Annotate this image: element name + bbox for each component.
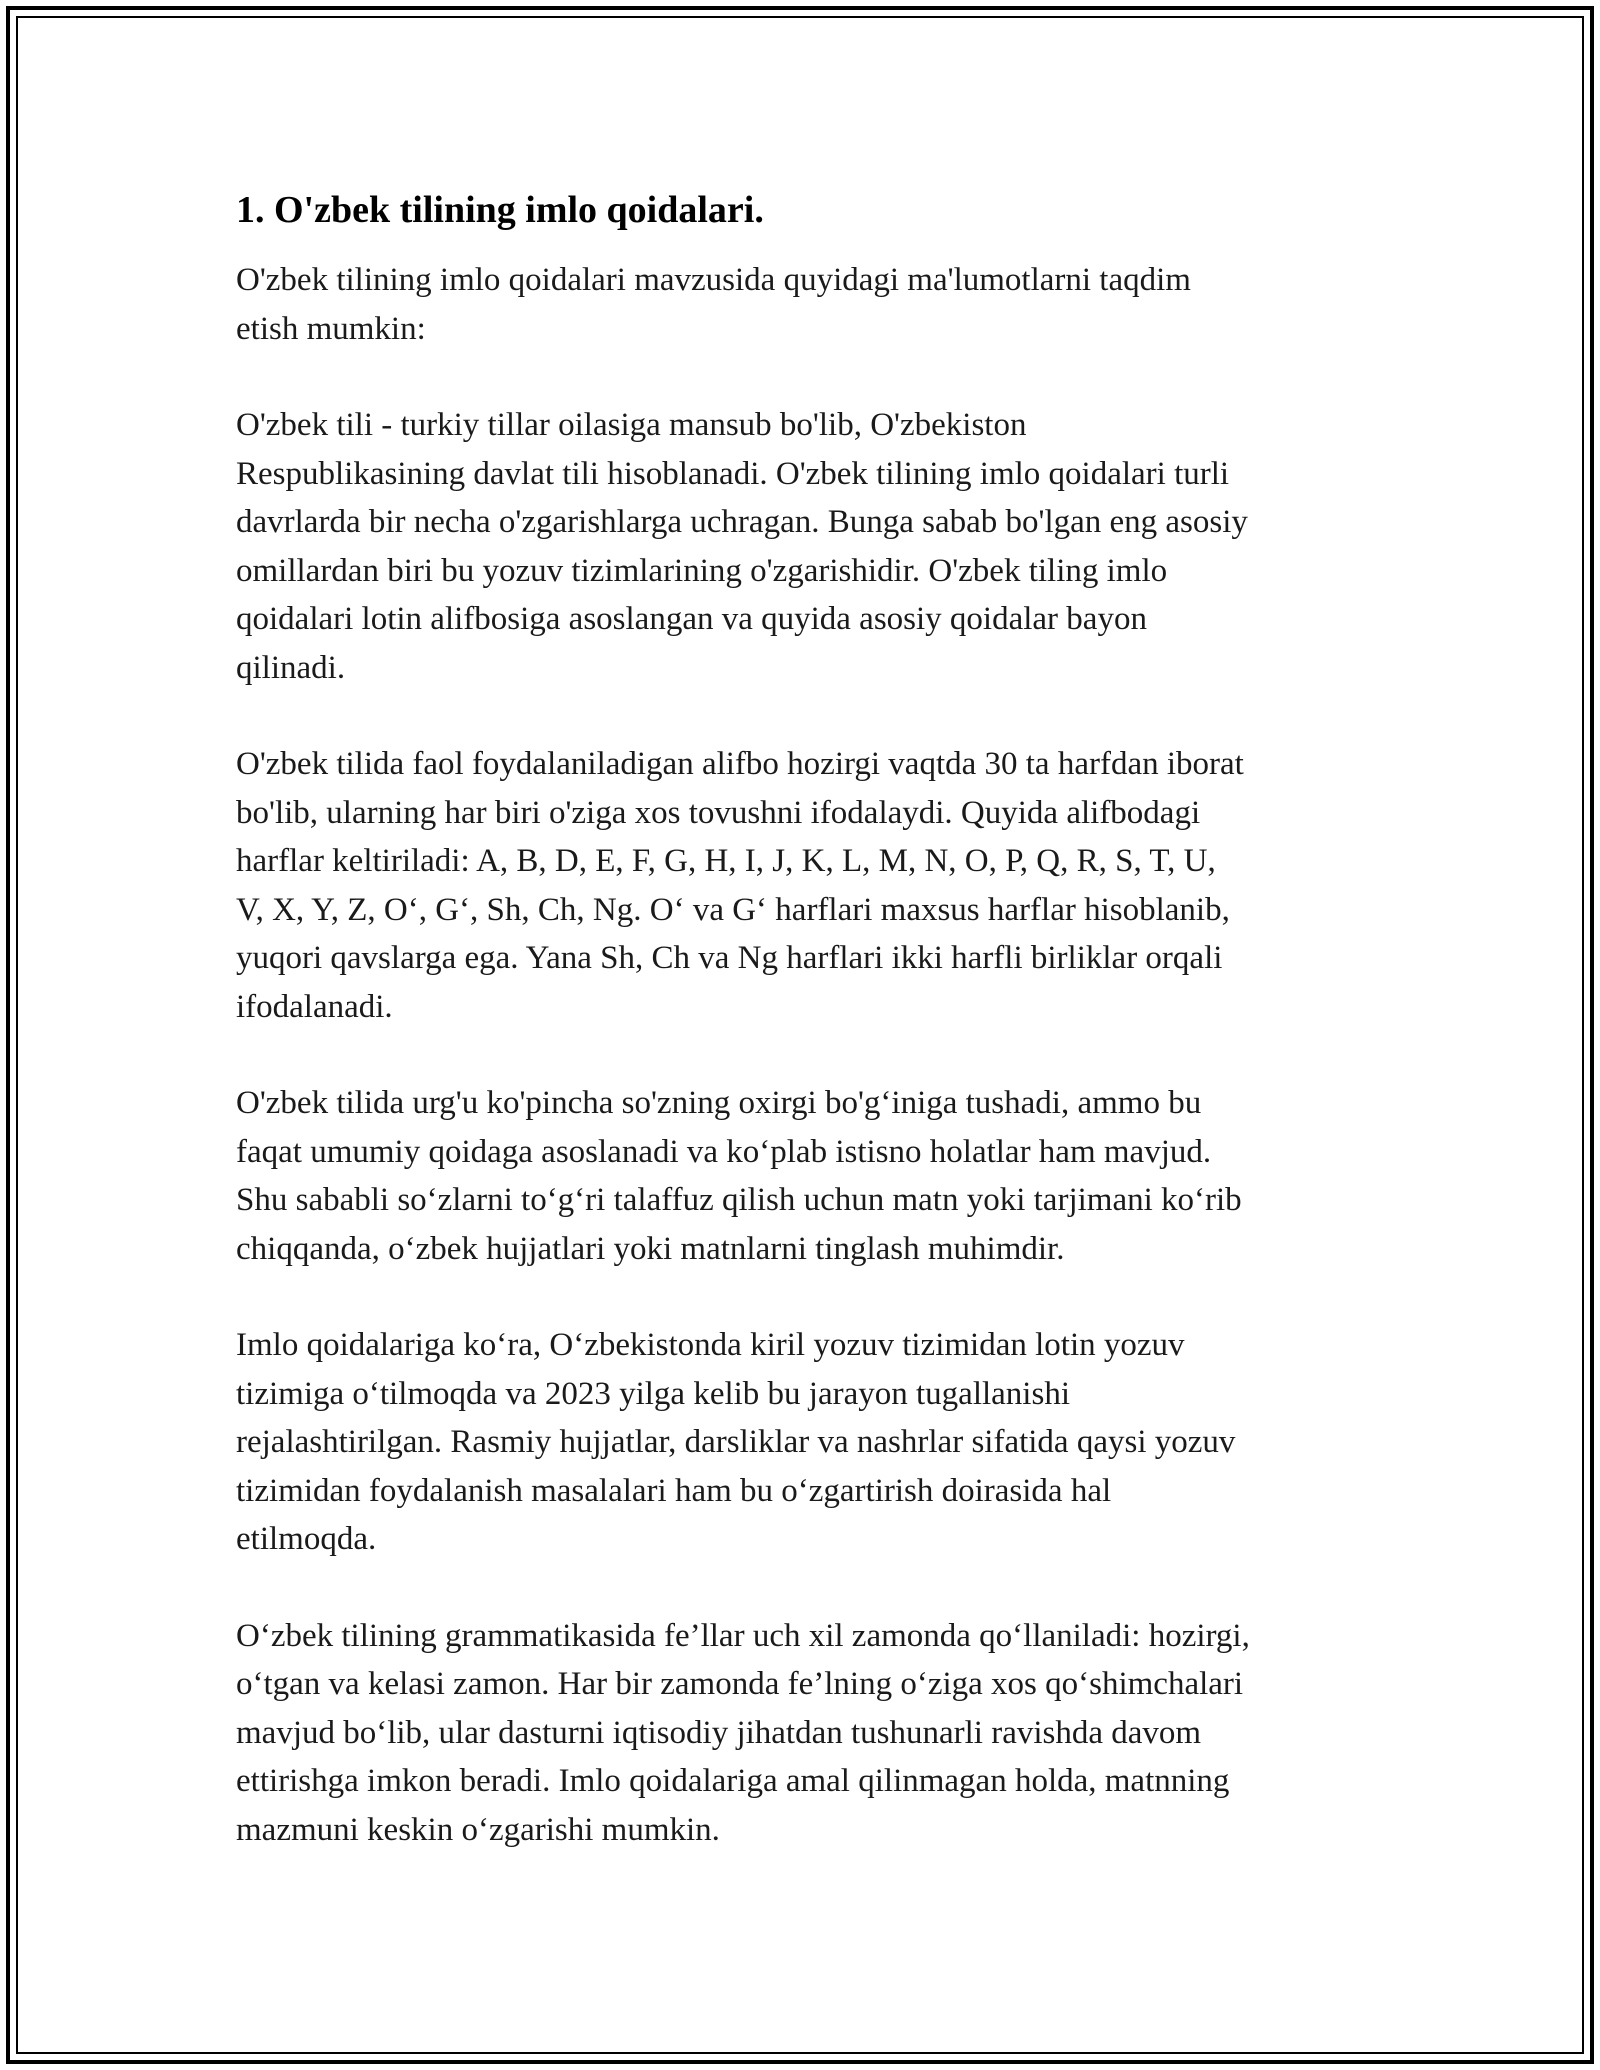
paragraph-grammar: O‘zbek tilining grammatikasida fe’llar uch xil zamonda qo‘llaniladi: hozirgi, o‘tgan va kelasi zamon. Har bir zamonda fe’lning o‘ziga xos qo‘shimchalari mavjud bo‘lib, ular dasturni iqtisodiy jihatdan tushunarli ravishda davom ettirishga imkon beradi. Imlo qoidalariga amal qilinmagan holda, matnning mazmuni keskin o‘zgarishi mumkin. [236, 1617, 1250, 1848]
paragraph-stress: O'zbek tilida urg'u ko'pincha so'zning oxirgi bo'g‘iniga tushadi, ammo bu faqat umumiy qoidaga asoslanadi va ko‘plab istisno holatlar ham mavjud. Shu sababli so‘zlarni to‘g‘ri talaffuz qilish uchun matn yoki tarjimani ko‘rib chiqqanda, o‘zbek hujjatlari yoki matnlarni tinglash muhimdir. [236, 1085, 1242, 1267]
document-title: 1. O'zbek tilining imlo qoidalari. [236, 189, 764, 231]
paragraph-script-transition: Imlo qoidalariga ko‘ra, O‘zbekistonda kiril yozuv tizimidan lotin yozuv tizimiga o‘tilmoqda va 2023 yilga kelib bu jarayon tugallanishi rejalashtirilgan. Rasmiy hujjatlar, darsliklar va nashrlar sifatida qaysi yozuv tizimidan foydalanish masalalari ham bu o‘zgartirish doirasida hal etilmoqda. [236, 1327, 1236, 1557]
paragraph-intro: O'zbek tilining imlo qoidalari mavzusida quyidagi ma'lumotlarni taqdim etish mumkin: [236, 262, 1191, 347]
paragraph-alphabet: O'zbek tilida faol foydalaniladigan alifbo hozirgi vaqtda 30 ta harfdan iborat bo'lib, ularning har biri o'ziga xos tovushni ifodalaydi. Quyida alifbodagi harflar keltiriladi: A, B, D, E, F, G, H, I, J, K, L, M, N, O, P, Q, R, S, T, U, V, X, Y, Z, O‘, G‘, Sh, Ch, Ng. O‘ va G‘ harflari maxsus harflar hisoblanib, yuqori qavslarga ega. Yana Sh, Ch va Ng harflari ikki harfli birliklar orqali ifodalanadi. [236, 746, 1244, 1025]
document-body [236, 186, 1366, 1902]
paragraph-language-overview: O'zbek tili - turkiy tillar oilasiga mansub bo'lib, O'zbekiston Respublikasining davlat tili hisoblanadi. O'zbek tilining imlo qoidalari turli davrlarda bir necha o'zgarishlarga uchragan. Bunga sabab bo'lgan eng asosiy omillardan biri bu yozuv tizimlarining o'zgarishidir. O'zbek tiling imlo qoidalari lotin alifbosiga asoslangan va quyida asosiy qoidalar bayon qilinadi. [236, 407, 1248, 686]
